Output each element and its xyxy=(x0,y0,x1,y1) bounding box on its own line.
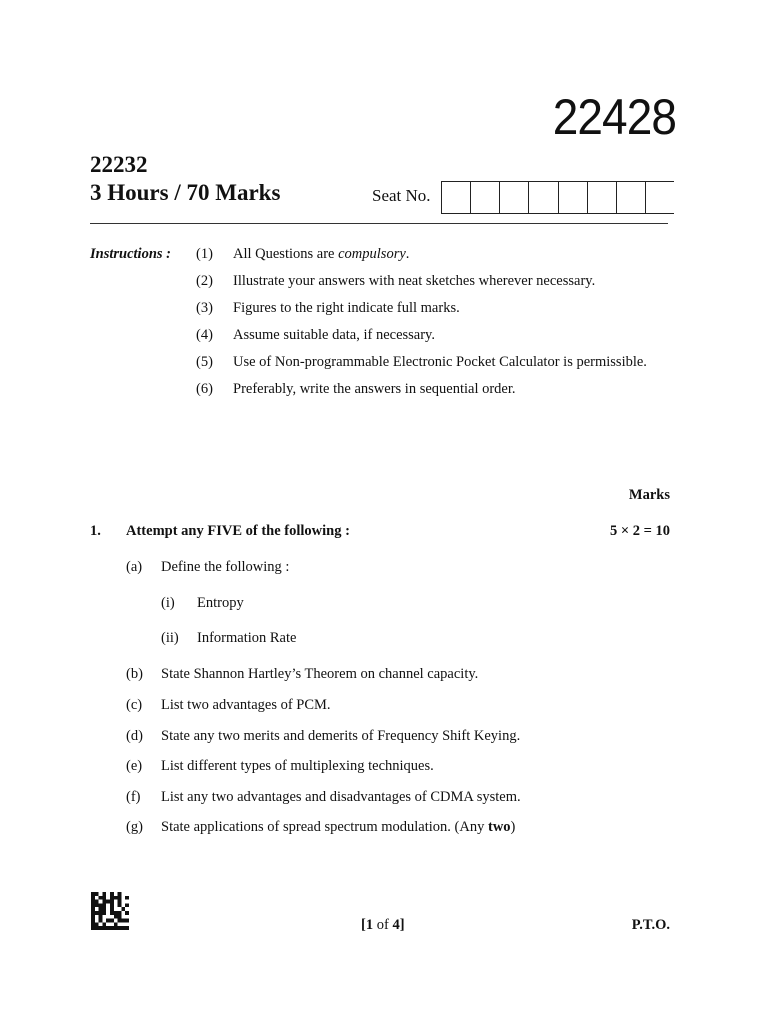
instruction-number: (2) xyxy=(196,273,213,289)
seat-box[interactable] xyxy=(441,182,470,213)
subpart-text: Entropy xyxy=(197,595,244,611)
part-text: List any two advantages and disadvantages of CDMA system. xyxy=(161,789,521,805)
subpart-label: (i) xyxy=(161,595,175,611)
instruction-number: (3) xyxy=(196,300,213,316)
part-label: (d) xyxy=(126,728,143,744)
subpart-label: (ii) xyxy=(161,630,179,646)
seat-box[interactable] xyxy=(616,182,645,213)
instruction-item xyxy=(196,273,647,300)
instruction-number: (1) xyxy=(196,246,213,262)
question-number: 1. xyxy=(90,523,101,539)
part-text: State applications of spread spectrum modulation. (Any two) xyxy=(161,819,516,835)
instruction-number: (6) xyxy=(196,381,213,397)
instruction-text: Preferably, write the answers in sequential order. xyxy=(233,381,516,397)
exam-duration-marks: 3 Hours / 70 Marks xyxy=(90,180,281,205)
instruction-item xyxy=(196,300,647,327)
instruction-text: Illustrate your answers with neat sketches wherever necessary. xyxy=(233,273,596,289)
seat-number-boxes[interactable] xyxy=(441,181,674,214)
instruction-text: Figures to the right indicate full marks. xyxy=(233,300,460,316)
instruction-number: (5) xyxy=(196,354,213,370)
marks-column-heading: Marks xyxy=(628,487,670,503)
instruction-text: Assume suitable data, if necessary. xyxy=(233,327,435,343)
instruction-item xyxy=(196,381,647,408)
seat-box[interactable] xyxy=(499,182,528,213)
question-text: Attempt any FIVE of the following : xyxy=(126,523,350,539)
instruction-text: Use of Non-programmable Electronic Pocket Calculator is permissible. xyxy=(233,354,647,370)
instruction-item xyxy=(196,327,647,354)
part-text: State any two merits and demerits of Frequency Shift Keying. xyxy=(161,728,521,744)
datamatrix-code xyxy=(91,891,129,931)
header-divider xyxy=(90,223,668,224)
instructions-label: Instructions : xyxy=(90,246,171,262)
part-text: List two advantages of PCM. xyxy=(161,697,331,713)
instruction-item xyxy=(196,354,647,381)
part-label: (f) xyxy=(126,789,141,805)
subpart-text: Information Rate xyxy=(197,630,297,646)
instruction-item xyxy=(196,246,647,273)
part-label: (e) xyxy=(126,758,143,774)
instruction-number: (4) xyxy=(196,327,213,343)
seat-number-label: Seat No. xyxy=(372,186,431,205)
pto-label: P.T.O. xyxy=(631,917,670,933)
part-label: (g) xyxy=(126,819,143,835)
part-text: State Shannon Hartley’s Theorem on channel capacity. xyxy=(161,666,479,682)
part-label: (c) xyxy=(126,697,143,713)
part-label: (a) xyxy=(126,559,143,575)
seat-box[interactable] xyxy=(528,182,557,213)
seat-box[interactable] xyxy=(587,182,616,213)
seat-box[interactable] xyxy=(558,182,587,213)
subject-code: 22232 xyxy=(90,152,148,177)
seat-box[interactable] xyxy=(645,182,674,213)
question-marks: 5 × 2 = 10 xyxy=(609,523,670,539)
part-label: (b) xyxy=(126,666,143,682)
page-number: [1 of 4] xyxy=(361,917,405,933)
instructions-list xyxy=(196,246,647,408)
part-text: List different types of multiplexing techniques. xyxy=(161,758,434,774)
instruction-text: All Questions are compulsory. xyxy=(233,246,410,262)
seat-box[interactable] xyxy=(470,182,499,213)
paper-code: 22428 xyxy=(552,89,676,145)
part-text: Define the following : xyxy=(161,559,290,575)
